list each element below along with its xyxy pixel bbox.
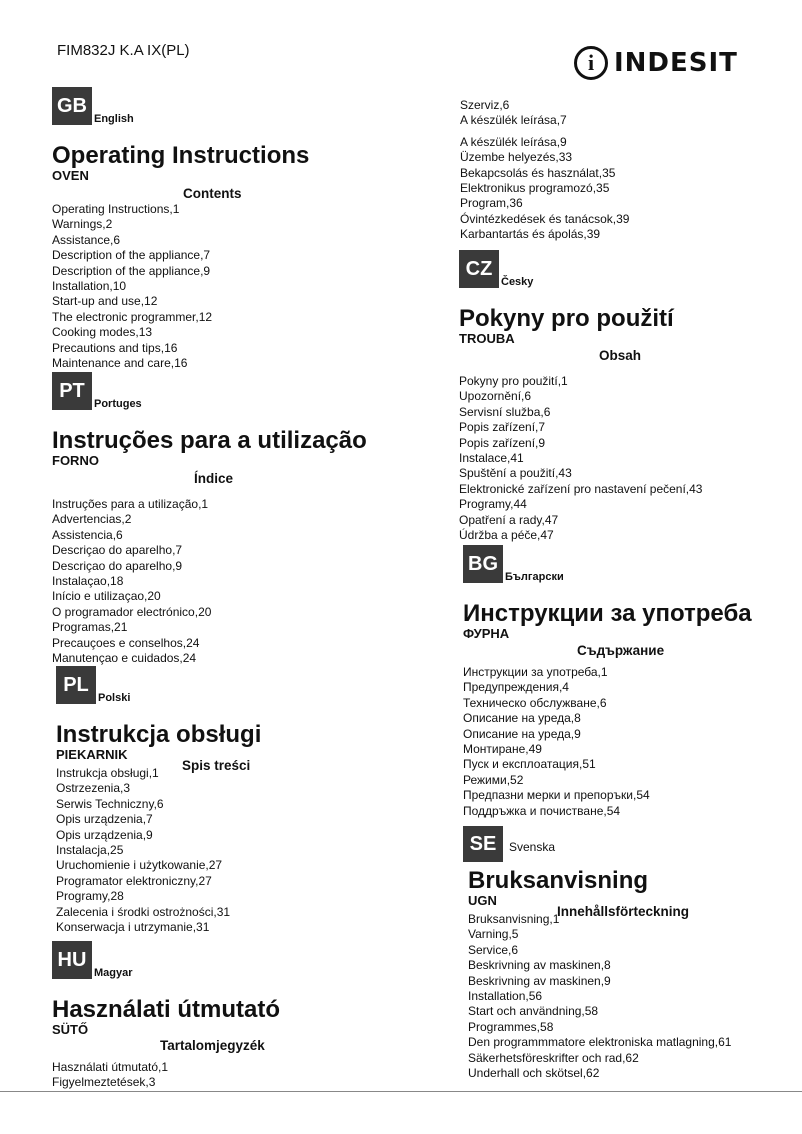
language-badge: PT	[52, 372, 92, 410]
toc-item: Cooking modes,13	[52, 325, 153, 340]
appliance-label: TROUBA	[459, 331, 515, 346]
appliance-label: FORNO	[52, 453, 99, 468]
toc-item: Beskrivning av maskinen,8	[468, 958, 611, 973]
toc-item: Описание на уреда,8	[463, 711, 581, 726]
toc-item: Description of the appliance,9	[52, 263, 211, 278]
toc-item: Údržba a péče,47	[459, 528, 554, 543]
toc-item: Spuštění a použití,43	[459, 466, 572, 481]
footer-divider	[0, 1091, 802, 1092]
toc-list	[56, 766, 261, 935]
section-cz	[459, 250, 702, 543]
toc-list	[459, 374, 702, 543]
toc-item: Maintenance and care,16	[52, 356, 188, 371]
toc-item: Bekapcsolás és használat,35	[460, 165, 616, 180]
toc-item: Installation,56	[468, 989, 543, 1004]
toc-item: Használati útmutató,1	[52, 1060, 169, 1074]
language-badge: CZ	[459, 250, 499, 288]
toc-item: Поддръжка и почистване,54	[463, 803, 621, 818]
appliance-label: SÜTŐ	[52, 1022, 89, 1037]
toc-list	[52, 1060, 280, 1091]
toc-item: Underhall och skötsel,62	[468, 1066, 600, 1081]
toc-item: Opatření a rady,47	[459, 512, 559, 527]
toc-item: Programmes,58	[468, 1019, 554, 1034]
contents-heading: Índice	[194, 471, 234, 486]
toc-list	[52, 497, 367, 666]
language-name: English	[94, 113, 134, 125]
toc-item: Precautions and tips,16	[52, 340, 178, 355]
language-badge: SE	[463, 826, 503, 862]
toc-item: Инструкции за употреба,1	[463, 665, 608, 679]
toc-item: Figyelmeztetések,3	[52, 1075, 156, 1090]
toc-item: Start-up and use,12	[52, 294, 158, 309]
toc-item: Service,6	[468, 942, 519, 957]
language-badge: HU	[52, 941, 92, 979]
toc-item: Assistance,6	[52, 232, 121, 247]
appliance-label: ФУРНА	[463, 626, 510, 641]
toc-item: Programy,44	[459, 497, 527, 512]
toc-item: Описание на уреда,9	[463, 726, 581, 741]
toc-item: Instalacja,25	[56, 843, 124, 858]
appliance-label: UGN	[468, 893, 497, 908]
toc-item: Início e utilizaçao,20	[52, 589, 161, 604]
language-name: Magyar	[94, 967, 133, 979]
toc-item: Пуск и експлоатация,51	[463, 757, 596, 772]
section-title: Instrukcja obsługi	[56, 721, 262, 748]
toc-item: O programador electrónico,20	[52, 604, 212, 619]
language-badge: GB	[52, 87, 92, 125]
contents-heading: Spis treści	[182, 758, 251, 773]
toc-item: Szerviz,6	[460, 98, 510, 112]
section-title: Bruksanvisning	[468, 867, 649, 894]
toc-item: Popis zařízení,7	[459, 420, 546, 435]
language-badge: PL	[56, 666, 96, 704]
toc-item: Installation,10	[52, 279, 127, 294]
section-title: Használati útmutató	[52, 996, 281, 1023]
section-se	[463, 826, 731, 1081]
toc-item: Предпазни мерки и препоръки,54	[463, 788, 650, 803]
toc-item: Warnings,2	[52, 217, 113, 232]
contents-heading: Tartalomjegyzék	[160, 1038, 265, 1053]
toc-item: Uruchomienie i użytkowanie,27	[56, 858, 223, 873]
contents-heading: Obsah	[599, 348, 642, 363]
toc-item: Manutençao e cuidados,24	[52, 651, 197, 666]
toc-item: Säkerhetsföreskrifter och rad,62	[468, 1050, 639, 1065]
model-number: FIM832J K.A IX(PL)	[57, 42, 190, 59]
section-title: Operating Instructions	[52, 142, 310, 169]
toc-item: Programy,28	[56, 889, 124, 904]
toc-item: The electronic programmer,12	[52, 309, 213, 324]
toc-item: Descriçao do aparelho,9	[52, 558, 183, 573]
toc-item: Karbantartás és ápolás,39	[460, 227, 601, 242]
toc-item: Zalecenia i środki ostrożności,31	[56, 904, 231, 919]
toc-item: Óvintézkedések és tanácsok,39	[460, 211, 630, 226]
section-hu-continued	[460, 98, 629, 243]
toc-list	[460, 135, 629, 243]
section-pl	[56, 666, 261, 935]
toc-item: Descriçao do aparelho,7	[52, 543, 183, 558]
toc-item: Instrukcja obsługi,1	[56, 766, 159, 780]
indesit-logo	[574, 46, 738, 80]
section-pt	[52, 372, 367, 666]
toc-item: Opis urządzenia,7	[56, 812, 153, 827]
section-bg	[463, 545, 752, 819]
toc-item: Instalaçao,18	[52, 574, 124, 589]
toc-item: Üzembe helyezés,33	[460, 150, 573, 165]
toc-item: Servisní služba,6	[459, 404, 551, 419]
contents-heading: Innehållsförteckning	[557, 904, 690, 919]
logo-wordmark: INDESIT	[614, 48, 738, 78]
contents-heading: Съдържание	[577, 643, 665, 658]
toc-item: Konserwacja i utrzymanie,31	[56, 920, 210, 935]
toc-item: Description of the appliance,7	[52, 248, 211, 263]
toc-item: Elektronické zařízení pro nastavení pečení,43	[459, 481, 703, 496]
toc-item: Programator elektroniczny,27	[56, 873, 212, 888]
section-gb	[52, 87, 309, 371]
section-title: Pokyny pro použití	[459, 305, 674, 332]
toc-item: Режими,52	[463, 772, 524, 787]
toc-item: Bruksanvisning,1	[468, 912, 560, 926]
toc-item: Instalace,41	[459, 451, 524, 466]
language-name: Portuges	[94, 398, 142, 410]
section-hu	[52, 941, 280, 1091]
toc-list	[52, 202, 309, 371]
toc-item: Техническо обслужване,6	[463, 695, 607, 710]
language-name: Български	[505, 571, 564, 583]
language-name: Polski	[98, 692, 131, 704]
toc-item: Upozornění,6	[459, 389, 532, 404]
toc-item: Монтиране,49	[463, 742, 542, 757]
toc-list	[468, 912, 731, 1081]
appliance-label: OVEN	[52, 168, 89, 183]
toc-item: Opis urządzenia,9	[56, 827, 153, 842]
toc-item: Beskrivning av maskinen,9	[468, 973, 611, 988]
toc-item: Program,36	[460, 196, 523, 211]
contents-heading: Contents	[183, 186, 242, 201]
toc-item: Varning,5	[468, 927, 519, 942]
toc-item: Den programmmatore elektroniska matlagning,61	[468, 1035, 732, 1050]
logo-mark-icon: i	[574, 46, 608, 80]
toc-item: Popis zařízení,9	[459, 435, 546, 450]
appliance-label: PIEKARNIK	[56, 747, 128, 762]
toc-item: Advertencias,2	[52, 512, 132, 527]
toc-item: Start och användning,58	[468, 1004, 599, 1019]
toc-item: Elektronikus programozó,35	[460, 181, 610, 196]
toc-item: Precauçoes e conselhos,24	[52, 635, 200, 650]
section-title: Инструкции за употреба	[463, 600, 752, 627]
toc-item: Ostrzezenia,3	[56, 781, 131, 796]
language-name: Svenska	[509, 840, 556, 854]
language-name: Česky	[501, 276, 534, 288]
section-title: Instruções para a utilização	[52, 427, 367, 454]
language-badge: BG	[463, 545, 503, 583]
toc-item: Предупреждения,4	[463, 680, 569, 695]
toc-item: Assistencia,6	[52, 527, 123, 542]
toc-item: A készülék leírása,9	[460, 134, 567, 149]
toc-item: Programas,21	[52, 620, 128, 635]
toc-item: Operating Instructions,1	[52, 202, 180, 216]
toc-list	[460, 98, 629, 129]
toc-item: A készülék leírása,7	[460, 113, 567, 128]
toc-item: Pokyny pro použití,1	[459, 374, 568, 388]
toc-item: Serwis Techniczny,6	[56, 796, 164, 811]
toc-list	[463, 665, 752, 819]
toc-item: Instruções para a utilização,1	[52, 497, 209, 511]
